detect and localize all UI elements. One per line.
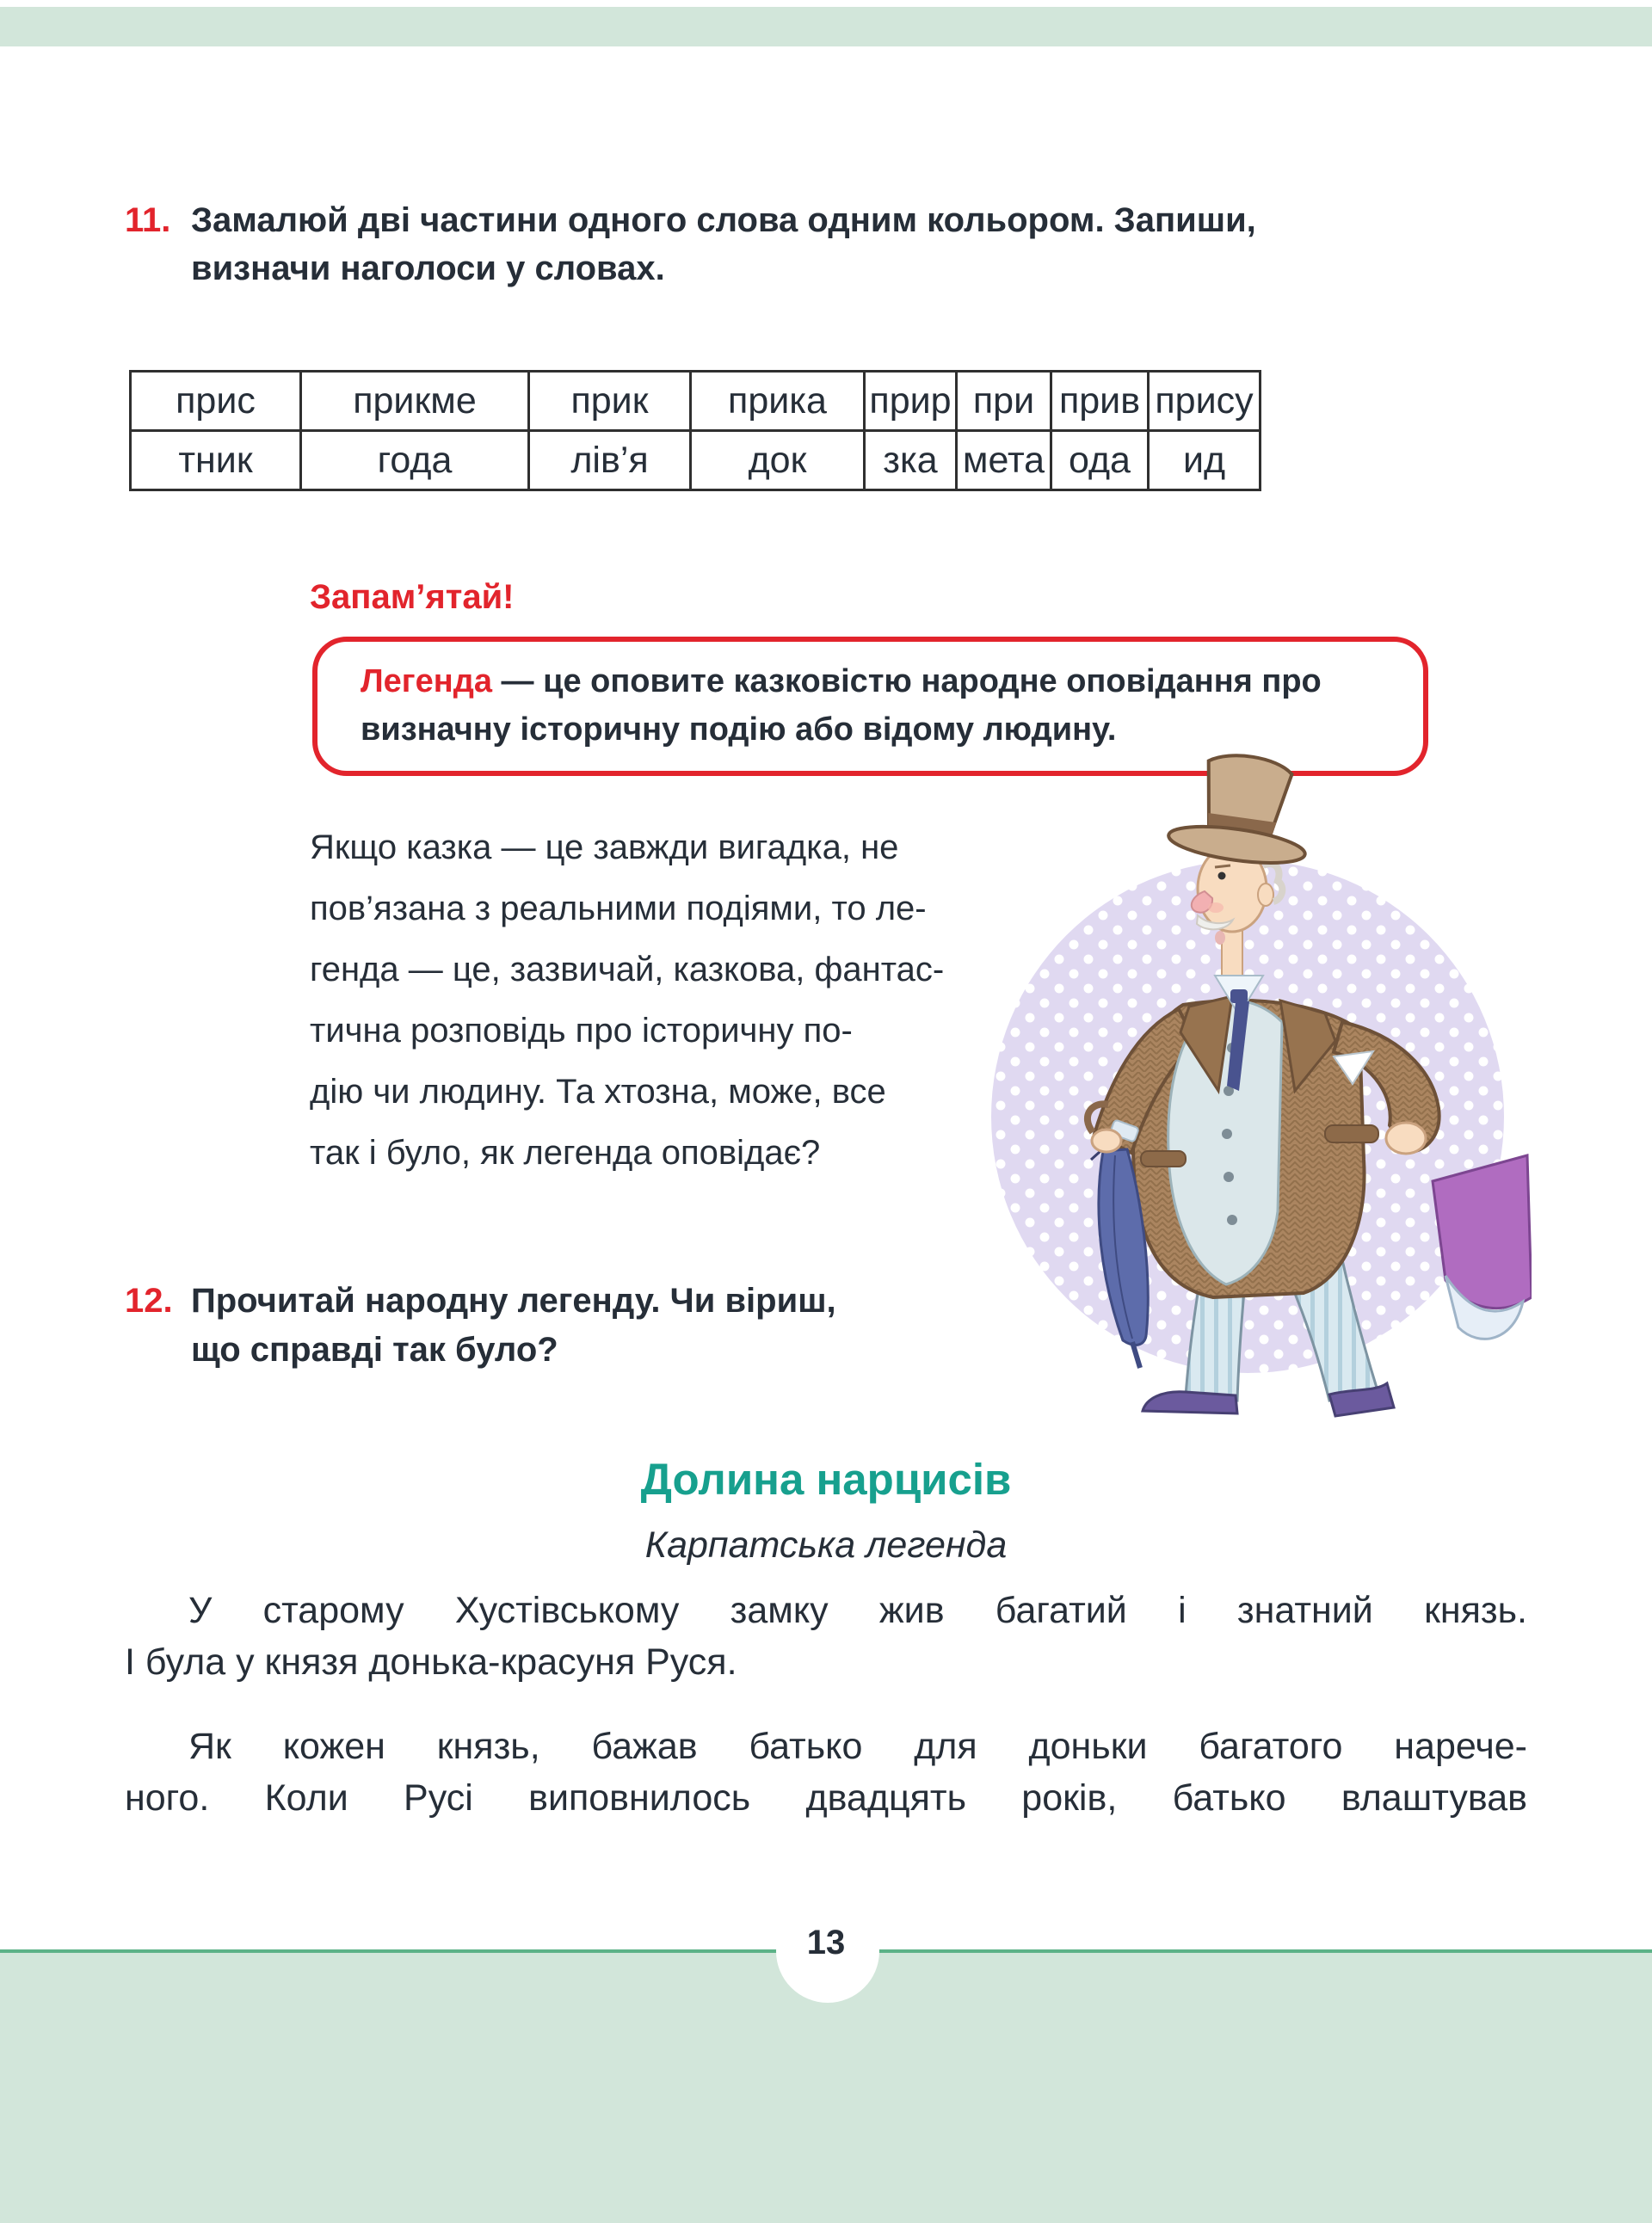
table-cell: прис [131, 372, 301, 431]
paragraph-line: дію чи людину. Та хтозна, може, все [310, 1073, 886, 1111]
story-line: Як кожен князь, бажав батько для доньки багатого нарече- [188, 1726, 1527, 1767]
table-cell: мета [957, 431, 1051, 490]
paragraph-line: генда — це, зазвичай, казкова, фантас- [310, 951, 945, 988]
ear [1258, 884, 1273, 906]
eyebrow [1215, 865, 1230, 867]
word-parts-table [129, 370, 1261, 491]
mouth [1215, 931, 1225, 945]
story-title: Долина нарцисів [640, 1455, 1012, 1504]
table-cell: при [957, 372, 1051, 431]
table-cell: зка [865, 431, 957, 490]
table-cell: года [301, 431, 529, 490]
table-cell: тник [131, 431, 301, 490]
remember-label: Запам’ятай! [310, 578, 515, 616]
exercise-12-number: 12. [125, 1282, 173, 1320]
table-cell: прик [529, 372, 691, 431]
definition-term: Легенда [361, 663, 492, 699]
top-green-band [0, 7, 1652, 46]
table-cell: ода [1051, 431, 1149, 490]
definition-text1: — це оповите казковістю народне оповідання про [491, 663, 1322, 699]
pocket-flap [1325, 1125, 1378, 1142]
top-hat-icon [1167, 747, 1317, 870]
hand-holding-umbrella [1092, 1130, 1121, 1152]
story-line: У старому Хустівському замку жив багатий і знатний князь. [188, 1590, 1527, 1631]
exercise-12-line2: що справді так було? [191, 1331, 558, 1369]
eye [1218, 872, 1226, 880]
story-line: І була у князя донька-красуня Руся. [125, 1641, 737, 1683]
definition-text2: визначну історичну подію або відому людину. [361, 711, 1117, 748]
story-paragraph-2 [125, 1721, 1527, 1824]
definition-line1 [361, 657, 1397, 705]
table-cell: прика [691, 372, 865, 431]
cheek [1208, 902, 1224, 913]
paragraph-line: тична розповідь про історичну по- [310, 1012, 853, 1050]
gentleman-illustration [964, 747, 1532, 1426]
table-row [131, 372, 1261, 431]
story-paragraph-1 [125, 1585, 1527, 1688]
paragraph-line: Якщо казка — це завжди вигадка, не [310, 828, 899, 866]
table-cell: прису [1149, 372, 1261, 431]
exercise-12-instruction [191, 1277, 836, 1375]
exercise-11-instruction [191, 196, 1256, 292]
table-row [131, 431, 1261, 490]
table-cell: прир [865, 372, 957, 431]
legend-explanation-paragraph [310, 817, 944, 1184]
table-cell: лів’я [529, 431, 691, 490]
exercise-12-line1: Прочитай народну легенду. Чи віриш, [191, 1282, 836, 1320]
hand-on-hip [1386, 1123, 1426, 1154]
story-subtitle: Карпатська легенда [644, 1524, 1008, 1566]
table-cell: прикме [301, 372, 529, 431]
paragraph-line: пов’язана з реальними подіями, то ле- [310, 890, 927, 927]
page-number: 13 [806, 1924, 846, 1961]
exercise-11-number: 11. [125, 201, 171, 239]
exercise-11-line1: Замалюй дві частини одного слова одним кольором. Запиши, [191, 201, 1256, 239]
paragraph-line: так і було, як легенда оповідає? [310, 1134, 821, 1172]
table-cell: док [691, 431, 865, 490]
exercise-11-line2: визначи наголоси у словах. [191, 249, 665, 287]
story-line: ного. Коли Русі виповнилось двадцять років, батько влаштував [125, 1777, 1527, 1819]
table-cell: прив [1051, 372, 1149, 431]
purple-cloth [1433, 1155, 1532, 1339]
table-cell: ид [1149, 431, 1261, 490]
